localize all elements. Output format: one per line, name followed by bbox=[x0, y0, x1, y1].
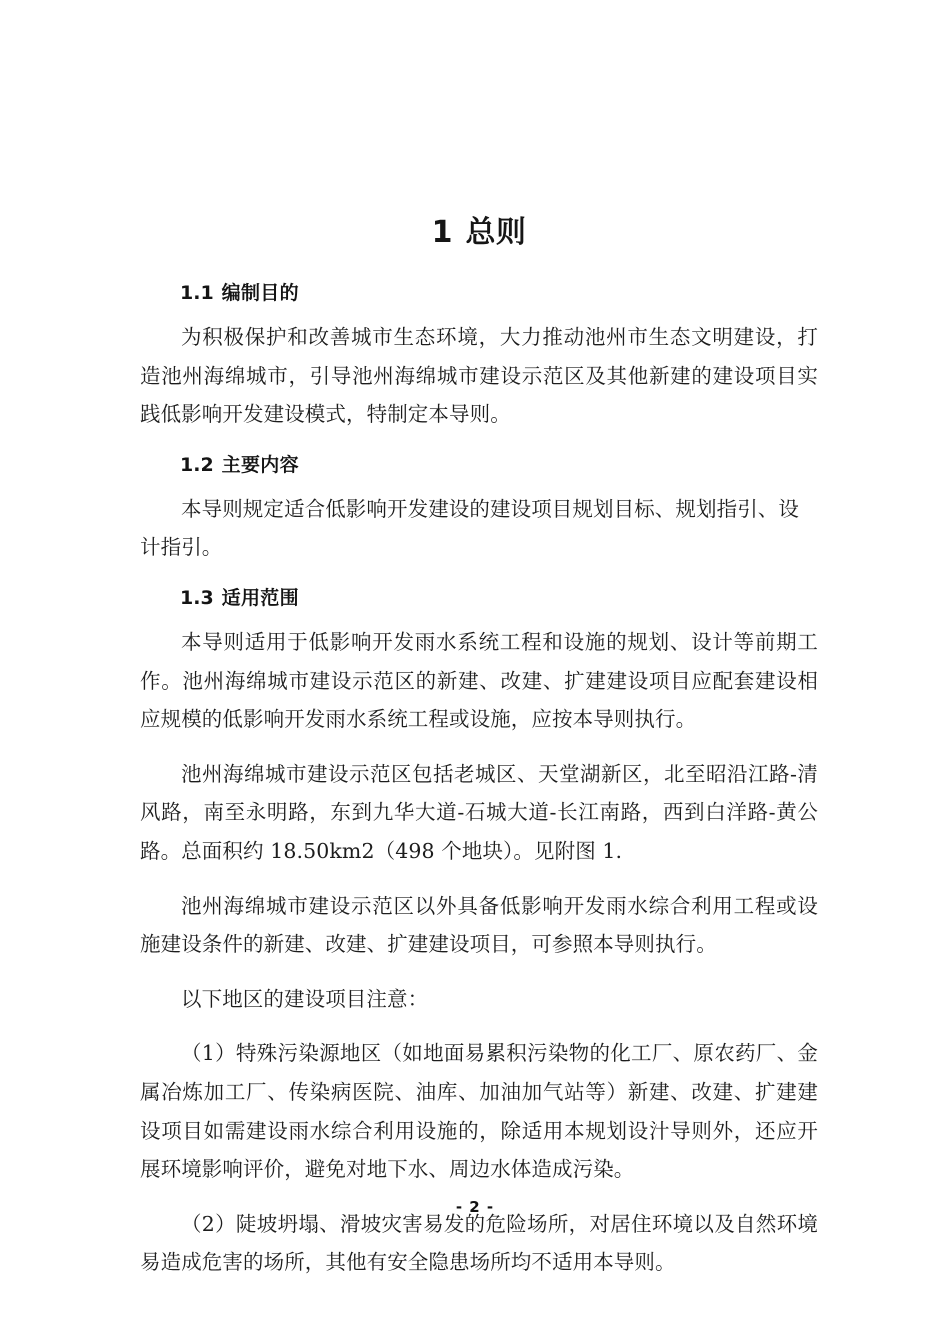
paragraph-1-3-0: 本导则适用于低影响开发雨水系统工程和设施的规划、设计等前期工作。池州海绵城市建设示范区的新建、改建、扩建建设项目应配套建设相应规模的低影响开发雨水系统工程或设施，应按本导则执行。 bbox=[140, 629, 818, 732]
spacer bbox=[140, 964, 818, 980]
spacer bbox=[140, 567, 818, 585]
section-label-1-3: 适用范围 bbox=[221, 586, 299, 609]
section-number-1-1: 1.1 bbox=[180, 282, 214, 304]
page-number-footer: - 2 - bbox=[455, 1198, 495, 1216]
section-number-1-2: 1.2 bbox=[180, 453, 214, 476]
spacer bbox=[140, 306, 818, 318]
page-title-number: 1 bbox=[431, 215, 453, 250]
paragraph-1-3-4: （1）特殊污染源地区（如地面易累积污染物的化工厂、原农药厂、金属冶炼加工厂、传染病医院、油库、加油加气站等）新建、改建、扩建建设项目如需建设雨水综合利用设施的，除适用本规划设汁导则外，还应开展环境影响评价，避免对地下水、周边水体造成污染。 bbox=[140, 1041, 818, 1182]
spacer bbox=[140, 1018, 818, 1034]
spacer bbox=[140, 434, 818, 452]
section-heading-1-2 bbox=[140, 452, 818, 478]
paragraph-1-2-0: 本导则规定适合低影响开发建设的建设项目规划目标、规划指引、设计指引。 bbox=[140, 496, 799, 560]
section-label-1-1: 编制目的 bbox=[221, 282, 299, 304]
paragraph-1-3-5: （2）陡坡坍塌、滑坡灾害易发的危险场所，对居住环境以及自然环境易造成危害的场所，其他有安全隐患场所均不适用本导则。 bbox=[140, 1211, 818, 1275]
spacer bbox=[140, 611, 818, 623]
spacer bbox=[140, 478, 818, 490]
spacer bbox=[140, 739, 818, 755]
paragraph-1-3-3: 以下地区的建设项目注意： bbox=[181, 986, 429, 1011]
paragraph-1-3-1: 池州海绵城市建设示范区包括老城区、天堂湖新区，北至昭沿江路-清风路，南至永明路，东到九华大道-石城大道-长江南路，西到白洋路-黄公路。总面积约 18.50km2（498 个地块）。见附图 1. bbox=[140, 761, 818, 863]
section-heading-1-1 bbox=[140, 280, 818, 306]
paragraph-1-3-2: 池州海绵城市建设示范区以外具备低影响开发雨水综合利用工程或设施建设条件的新建、改建、扩建建设项目，可参照本导则执行。 bbox=[140, 893, 818, 957]
section-number-1-3: 1.3 bbox=[180, 586, 214, 609]
spacer bbox=[140, 250, 818, 280]
paragraph-1-1-0: 为积极保护和改善城市生态环境，大力推动池州市生态文明建设，打造池州海绵城市，引导池州海绵城市建设示范区及其他新建的建设项目实践低影响开发建设模式，特制定本导则。 bbox=[140, 325, 818, 427]
page-title-text: 总则 bbox=[465, 215, 527, 250]
section-label-1-2: 主要内容 bbox=[221, 453, 299, 476]
spacer bbox=[140, 871, 818, 887]
section-heading-1-3 bbox=[140, 585, 818, 611]
document-content bbox=[140, 0, 818, 1282]
page-title bbox=[140, 0, 818, 250]
